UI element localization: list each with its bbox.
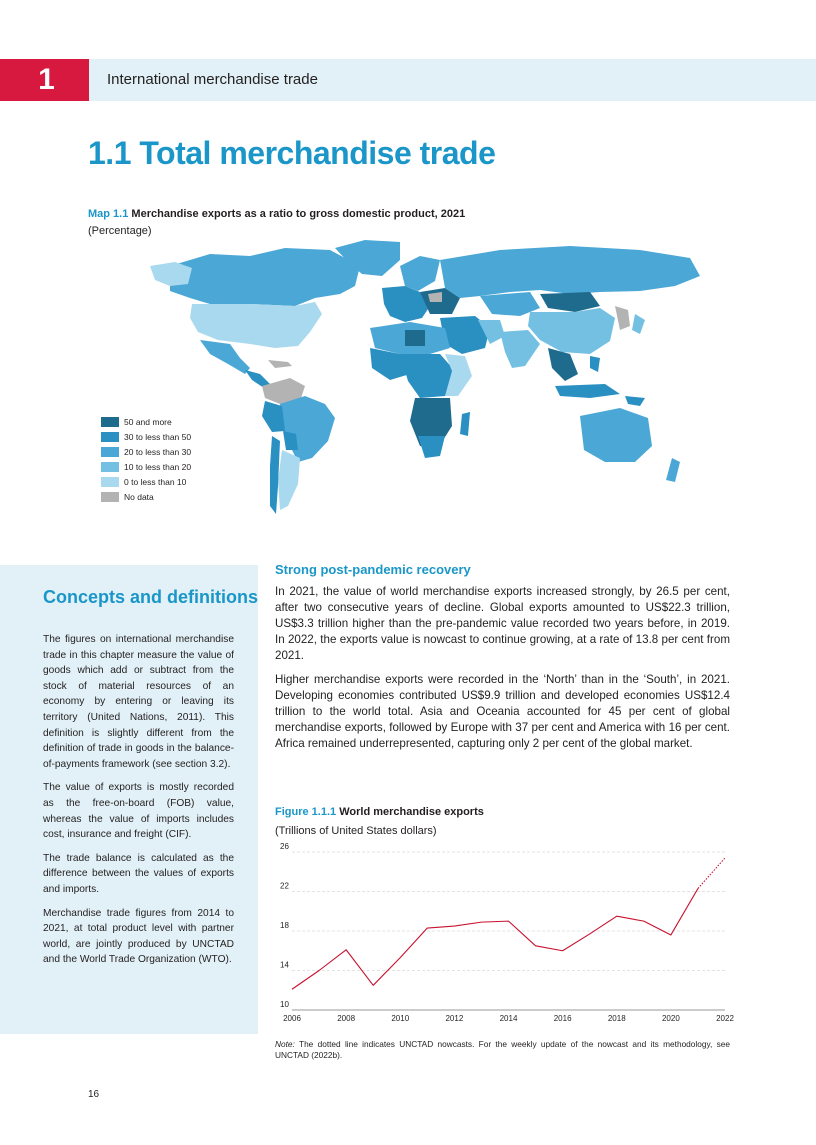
concepts-paragraph: Merchandise trade figures from 2014 to 2021, at total product level with partner world, are jointly produced by UNCTAD and the World Trade Organization (WTO).	[43, 907, 234, 966]
x-tick-label: 2020	[661, 1014, 680, 1023]
x-tick-label: 2022	[716, 1014, 734, 1023]
legend-label: 10 to less than 20	[124, 461, 192, 472]
figure-number: Figure 1.1.1	[275, 806, 337, 818]
body-paragraph: Higher merchandise exports were recorded in the ‘North’ than in the ‘South’, in 2021. Developing economies contributed US$9.9 trillion and developed economies US$12.4 trillion to the world total. Asia and Oceania accounted for 45 per cent of global merchandise exports, followed by Europe with 37 per cent and America with 16 per cent. Africa remained underrepresented, capturing only 2 per cent of the global market.	[275, 673, 730, 750]
map-region-western-europe	[382, 286, 430, 322]
page-number: 16	[88, 1089, 100, 1100]
map-legend	[101, 414, 191, 504]
chapter-number: 1	[38, 63, 55, 96]
map-subtitle: (Percentage)	[88, 225, 152, 237]
legend-swatch	[101, 492, 119, 502]
chapter-number-box	[0, 59, 89, 101]
map-region-korea-japan	[615, 306, 630, 330]
concepts-paragraph: The figures on international merchandise trade in this chapter measure the value of goods which add or subtract from the stock of material resources of an economy by entering or leaving its territory (United Nations, 2011). This definition is slightly different from the definition of trade in goods in the balance-of-payments framework (see section 3.2).	[43, 634, 234, 770]
map-caption	[88, 208, 465, 220]
y-tick-label: 10	[280, 1000, 289, 1009]
figure-note	[275, 1039, 730, 1061]
exports-line-chart	[270, 840, 734, 1030]
figure-caption	[275, 806, 484, 818]
legend-item	[101, 429, 191, 444]
main-subheading: Strong post-pandemic recovery	[275, 562, 471, 577]
y-tick-label: 14	[280, 960, 289, 970]
legend-label: 0 to less than 10	[124, 476, 187, 487]
x-tick-label: 2018	[607, 1014, 626, 1023]
map-region-madagascar	[460, 412, 470, 436]
y-tick-label: 22	[280, 881, 289, 891]
figure-subtitle: (Trillions of United States dollars)	[275, 825, 437, 837]
x-tick-label: 2006	[283, 1014, 301, 1023]
map-region-brazil	[280, 396, 335, 462]
main-body	[275, 584, 730, 760]
y-tick-label: 26	[280, 842, 289, 851]
map-region-caribbean	[268, 360, 292, 368]
concepts-text	[43, 632, 234, 976]
concepts-paragraph: The value of exports is mostly recorded as the free-on-board (FOB) value, whereas the value of imports includes cost, insurance and freight (CIF).	[43, 782, 234, 841]
map-region-libya	[405, 330, 425, 346]
body-paragraph: In 2021, the value of world merchandise exports increased strongly, by 26.5 per cent, after two consecutive years of decline. Global exports amounted to US$22.3 trillion, US$3.3 trillion higher than the pre-pandemic value recorded two years before, in 2019. In 2022, the exports value is nowcast to continue growing, at a rate of 13.8 per cent from 2021.	[275, 585, 730, 662]
legend-item	[101, 444, 191, 459]
x-tick-label: 2008	[337, 1014, 356, 1023]
map-region-usa	[190, 302, 322, 348]
section-title: 1.1 Total merchandise trade	[88, 135, 496, 171]
map-region-papua-new-guinea	[625, 396, 645, 406]
map-region-australia	[580, 408, 652, 462]
legend-item	[101, 474, 191, 489]
map-region-indonesia	[555, 384, 620, 398]
map-region-southeast-asia	[548, 348, 578, 381]
map-title: Merchandise exports as a ratio to gross domestic product, 2021	[131, 208, 466, 220]
map-region-russia	[440, 246, 700, 298]
legend-label: No data	[124, 491, 154, 502]
legend-swatch	[101, 462, 119, 472]
world-map	[100, 236, 730, 526]
map-region-philippines	[590, 356, 600, 372]
x-tick-label: 2012	[445, 1014, 464, 1023]
note-label: Note:	[275, 1039, 295, 1049]
map-region-canada	[170, 248, 360, 306]
legend-item	[101, 414, 191, 429]
map-figure-number: Map 1.1	[88, 208, 129, 220]
map-region-scandinavia	[400, 256, 440, 291]
map-region-china	[528, 308, 615, 354]
map-region-mongolia	[540, 292, 600, 312]
map-region-mexico	[200, 340, 250, 374]
nowcast-series-line	[698, 858, 725, 889]
legend-swatch	[101, 477, 119, 487]
legend-swatch	[101, 417, 119, 427]
map-region-south-africa	[418, 436, 445, 458]
legend-label: 20 to less than 30	[124, 446, 192, 457]
actual-series-line	[292, 889, 698, 990]
x-tick-label: 2010	[391, 1014, 410, 1023]
chapter-title: International merchandise trade	[107, 71, 318, 88]
x-tick-label: 2016	[553, 1014, 572, 1023]
legend-swatch	[101, 447, 119, 457]
map-region-new-zealand	[666, 458, 680, 482]
x-tick-label: 2014	[499, 1014, 518, 1023]
figure-title: World merchandise exports	[339, 806, 484, 818]
concepts-paragraph: The trade balance is calculated as the difference between the values of exports and imports.	[43, 852, 234, 895]
map-region-japan	[632, 314, 645, 334]
map-region-argentina	[278, 450, 300, 510]
legend-label: 30 to less than 50	[124, 431, 192, 442]
legend-item	[101, 489, 191, 504]
note-text: The dotted line indicates UNCTAD nowcasts. For the weekly update of the nowcast and its methodology, see UNCTAD (2022b).	[275, 1039, 730, 1060]
legend-swatch	[101, 432, 119, 442]
map-region-india	[500, 330, 540, 368]
map-region-chile	[270, 436, 280, 514]
legend-label: 50 and more	[124, 416, 172, 427]
legend-item	[101, 459, 191, 474]
concepts-title: Concepts and definitions	[43, 587, 259, 607]
y-tick-label: 18	[280, 921, 289, 930]
